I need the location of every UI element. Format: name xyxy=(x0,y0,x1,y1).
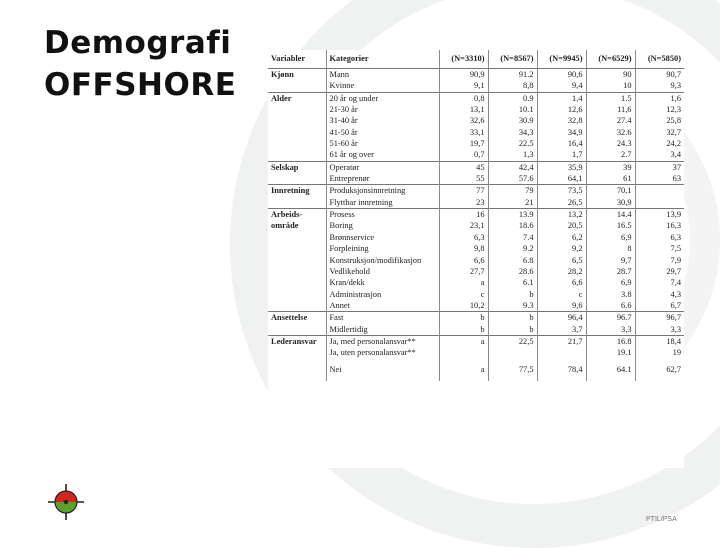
value-cell: 3,4 xyxy=(635,149,684,161)
value-cell: 7.4 xyxy=(488,232,537,243)
table-row xyxy=(268,149,684,161)
header-n-4: (N=6529) xyxy=(586,50,635,69)
value-cell: 57.6 xyxy=(488,173,537,185)
value-cell: 34,3 xyxy=(488,127,537,138)
variable-cell xyxy=(268,359,326,381)
category-cell: Fast xyxy=(326,312,439,324)
value-cell: 77,5 xyxy=(488,359,537,381)
demographics-table-image xyxy=(268,50,684,468)
table-row xyxy=(268,347,684,358)
category-cell: 20 år og under xyxy=(326,92,439,104)
value-cell: 9.2 xyxy=(488,243,537,254)
value-cell: 96,7 xyxy=(635,312,684,324)
value-cell: 55 xyxy=(439,173,488,185)
value-cell: 35,9 xyxy=(537,161,586,173)
value-cell: 23 xyxy=(439,197,488,209)
value-cell: 10,2 xyxy=(439,300,488,312)
value-cell: 62,7 xyxy=(635,359,684,381)
value-cell: 12,3 xyxy=(635,104,684,115)
value-cell: 26,5 xyxy=(537,197,586,209)
variable-cell xyxy=(268,255,326,266)
value-cell: 9,8 xyxy=(439,243,488,254)
category-cell: Nei xyxy=(329,364,342,374)
category-cell: Produksjonsinnretning xyxy=(326,185,439,197)
value-cell: 24,2 xyxy=(635,138,684,149)
value-cell: c xyxy=(537,289,586,300)
value-cell: 3.8 xyxy=(586,289,635,300)
title-line-2: OFFSHORE xyxy=(44,67,237,103)
table-row xyxy=(268,185,684,197)
category-cell: Boring xyxy=(329,221,353,231)
crosshair-target-icon xyxy=(48,484,84,520)
value-cell: 90 xyxy=(586,69,635,81)
value-cell: 64.1 xyxy=(586,359,635,381)
value-cell: 29,7 xyxy=(635,266,684,277)
value-cell: 96,4 xyxy=(537,312,586,324)
value-cell: 96.7 xyxy=(586,312,635,324)
variable-cell xyxy=(268,115,326,126)
variable-cell: Innretning xyxy=(268,185,326,197)
table-row xyxy=(268,335,684,347)
table-row xyxy=(268,209,684,221)
value-cell: 3,3 xyxy=(635,324,684,336)
value-cell: 3,7 xyxy=(537,324,586,336)
value-cell: 28,2 xyxy=(537,266,586,277)
value-cell: 32,7 xyxy=(635,127,684,138)
value-cell: 10 xyxy=(586,80,635,92)
value-cell: 25,8 xyxy=(635,115,684,126)
category-cell: Konstruksjon/modifikasjon xyxy=(329,255,422,265)
value-cell: 32,6 xyxy=(439,115,488,126)
footer-label: PTIL/PSA xyxy=(646,516,677,523)
category-cell: Prosess xyxy=(326,209,439,221)
value-cell: 9,4 xyxy=(537,80,586,92)
value-cell xyxy=(439,347,488,358)
header-n-2: (N=8567) xyxy=(488,50,537,69)
value-cell: 22,5 xyxy=(488,335,537,347)
value-cell: 91.2 xyxy=(488,69,537,81)
variable-cell: Ansettelse xyxy=(268,312,326,324)
value-cell: 18.6 xyxy=(488,220,537,231)
value-cell: 90,7 xyxy=(635,69,684,81)
title-line-1: Demografi xyxy=(44,25,232,61)
value-cell: 61 xyxy=(586,173,635,185)
value-cell: 27,7 xyxy=(439,266,488,277)
variable-cell xyxy=(268,173,326,185)
value-cell: 0,7 xyxy=(439,149,488,161)
value-cell: 6,2 xyxy=(537,232,586,243)
value-cell: 79 xyxy=(488,185,537,197)
demographics-table xyxy=(268,50,684,381)
value-cell: 13.9 xyxy=(488,209,537,221)
value-cell: b xyxy=(488,312,537,324)
value-cell: 14.4 xyxy=(586,209,635,221)
table-row xyxy=(268,243,684,254)
value-cell: 19 xyxy=(635,347,684,358)
value-cell: 8,8 xyxy=(488,80,537,92)
value-cell: 32.6 xyxy=(586,127,635,138)
category-cell: Ja, med personalansvar** xyxy=(326,335,439,347)
value-cell: 37 xyxy=(635,161,684,173)
variable-cell xyxy=(268,104,326,115)
header-n-3: (N=9945) xyxy=(537,50,586,69)
variable-cell xyxy=(268,80,326,92)
value-cell: 73,5 xyxy=(537,185,586,197)
table-row xyxy=(268,300,684,312)
value-cell: 28.6 xyxy=(488,266,537,277)
variable-cell xyxy=(268,277,326,288)
table-row xyxy=(268,277,684,288)
value-cell: 1.5 xyxy=(586,92,635,104)
value-cell: 6,6 xyxy=(537,277,586,288)
table-row xyxy=(268,232,684,243)
value-cell: 32,8 xyxy=(537,115,586,126)
variable-cell: Alder xyxy=(268,92,326,104)
value-cell: 63 xyxy=(635,173,684,185)
value-cell: 9,1 xyxy=(439,80,488,92)
value-cell: 10.1 xyxy=(488,104,537,115)
value-cell: 21,7 xyxy=(537,335,586,347)
value-cell: 21 xyxy=(488,197,537,209)
variable-cell xyxy=(268,300,326,312)
table-row xyxy=(268,92,684,104)
value-cell: 27.4 xyxy=(586,115,635,126)
value-cell: 1,3 xyxy=(488,149,537,161)
variable-cell xyxy=(268,266,326,277)
variable-cell xyxy=(268,347,326,358)
category-cell: Kran/dekk xyxy=(329,278,365,288)
category-cell: Midlertidig xyxy=(329,324,368,334)
value-cell: 13,9 xyxy=(635,209,684,221)
category-cell: 21-30 år xyxy=(329,105,358,115)
table-row xyxy=(268,266,684,277)
slide-title xyxy=(44,22,236,106)
variable-cell xyxy=(268,232,326,243)
value-cell: 6,3 xyxy=(439,232,488,243)
category-cell: Forpleining xyxy=(329,244,369,254)
value-cell: 11,6 xyxy=(586,104,635,115)
value-cell: 6,5 xyxy=(537,255,586,266)
table-row xyxy=(268,69,684,81)
value-cell: 16,3 xyxy=(635,220,684,231)
variable-cell: Lederansvar xyxy=(268,335,326,347)
variable-cell xyxy=(268,243,326,254)
value-cell: b xyxy=(488,289,537,300)
value-cell xyxy=(635,197,684,209)
value-cell: 1,4 xyxy=(537,92,586,104)
variable-cell xyxy=(268,127,326,138)
variable-cell xyxy=(268,138,326,149)
value-cell: 90,9 xyxy=(439,69,488,81)
value-cell: 45 xyxy=(439,161,488,173)
value-cell: 6.8 xyxy=(488,255,537,266)
table-row xyxy=(268,115,684,126)
variable-cell: Selskap xyxy=(268,161,326,173)
header-kategorier: Kategorier xyxy=(326,50,439,69)
category-cell: Brønnservice xyxy=(329,232,375,242)
value-cell: 22.5 xyxy=(488,138,537,149)
value-cell: 9,3 xyxy=(635,80,684,92)
table-row xyxy=(268,138,684,149)
value-cell: 8 xyxy=(586,243,635,254)
header-variabler: Variabler xyxy=(268,50,326,69)
value-cell: 34,9 xyxy=(537,127,586,138)
category-cell: 31-40 år xyxy=(329,116,358,126)
value-cell: 30,9 xyxy=(586,197,635,209)
header-n-1: (N=3310) xyxy=(439,50,488,69)
value-cell: 18,4 xyxy=(635,335,684,347)
category-cell: Flyttbar innretning xyxy=(329,197,393,207)
value-cell: 39 xyxy=(586,161,635,173)
value-cell: 90,6 xyxy=(537,69,586,81)
value-cell: 1,7 xyxy=(537,149,586,161)
category-cell: 41-50 år xyxy=(329,127,358,137)
variable-cell xyxy=(268,197,326,209)
variable-cell: Kjønn xyxy=(268,69,326,81)
value-cell: 7,4 xyxy=(635,277,684,288)
value-cell: 6.6 xyxy=(586,300,635,312)
value-cell: 16 xyxy=(439,209,488,221)
value-cell: 6,9 xyxy=(586,232,635,243)
value-cell: a xyxy=(439,335,488,347)
table-row xyxy=(268,173,684,185)
value-cell: b xyxy=(439,324,488,336)
value-cell: 64,1 xyxy=(537,173,586,185)
category-cell: Entreprenør xyxy=(329,174,370,184)
value-cell xyxy=(635,185,684,197)
table-row xyxy=(268,324,684,336)
value-cell: a xyxy=(439,277,488,288)
value-cell: 6.1 xyxy=(488,277,537,288)
header-n-5: (N=5850) xyxy=(635,50,684,69)
value-cell: c xyxy=(439,289,488,300)
value-cell: 33,1 xyxy=(439,127,488,138)
category-cell: Mann xyxy=(326,69,439,81)
value-cell: 1,6 xyxy=(635,92,684,104)
value-cell: 0,8 xyxy=(439,92,488,104)
value-cell: 4,3 xyxy=(635,289,684,300)
value-cell: a xyxy=(439,359,488,381)
value-cell: 20,5 xyxy=(537,220,586,231)
variable-cell xyxy=(268,324,326,336)
category-cell: Operatør xyxy=(326,161,439,173)
value-cell: 9.3 xyxy=(488,300,537,312)
category-cell: Annet xyxy=(329,300,350,310)
table-row xyxy=(268,220,684,231)
table-row xyxy=(268,127,684,138)
value-cell: 30.9 xyxy=(488,115,537,126)
value-cell: 16,4 xyxy=(537,138,586,149)
table-row xyxy=(268,197,684,209)
value-cell: 9,7 xyxy=(586,255,635,266)
value-cell: 6,7 xyxy=(635,300,684,312)
value-cell: 0.9 xyxy=(488,92,537,104)
category-cell: Administrasjon xyxy=(329,289,382,299)
table-header-row xyxy=(268,50,684,69)
table-row xyxy=(268,104,684,115)
value-cell: 6,9 xyxy=(586,277,635,288)
value-cell: 23,1 xyxy=(439,220,488,231)
value-cell: 16.5 xyxy=(586,220,635,231)
variable-cell xyxy=(268,149,326,161)
value-cell: 12,6 xyxy=(537,104,586,115)
value-cell xyxy=(537,347,586,358)
value-cell: 6,6 xyxy=(439,255,488,266)
category-cell: Vedlikehold xyxy=(329,266,370,276)
value-cell: 70,1 xyxy=(586,185,635,197)
value-cell: 2.7 xyxy=(586,149,635,161)
table-row xyxy=(268,312,684,324)
category-cell: 61 år og over xyxy=(329,150,374,160)
variable-cell: Arbeids- xyxy=(268,209,326,221)
variable-cell: område xyxy=(268,220,326,231)
table-row xyxy=(268,289,684,300)
value-cell: 9,6 xyxy=(537,300,586,312)
variable-cell xyxy=(268,289,326,300)
value-cell: 24.3 xyxy=(586,138,635,149)
value-cell: 7,5 xyxy=(635,243,684,254)
value-cell: 6,3 xyxy=(635,232,684,243)
value-cell: 9,2 xyxy=(537,243,586,254)
value-cell xyxy=(488,347,537,358)
value-cell: 77 xyxy=(439,185,488,197)
value-cell: 78,4 xyxy=(537,359,586,381)
value-cell: b xyxy=(488,324,537,336)
value-cell: 7,9 xyxy=(635,255,684,266)
value-cell: 19,7 xyxy=(439,138,488,149)
table-row xyxy=(268,255,684,266)
value-cell: b xyxy=(439,312,488,324)
value-cell: 16.8 xyxy=(586,335,635,347)
category-cell: Kvinne xyxy=(329,81,355,91)
value-cell: 28.7 xyxy=(586,266,635,277)
category-cell: 51-60 år xyxy=(329,139,358,149)
table-row xyxy=(268,161,684,173)
value-cell: 19.1 xyxy=(586,347,635,358)
value-cell: 13,1 xyxy=(439,104,488,115)
table-row xyxy=(268,80,684,92)
category-cell: Ja, uten personalansvar** xyxy=(329,348,416,358)
value-cell: 13,2 xyxy=(537,209,586,221)
table-row xyxy=(268,359,684,381)
value-cell: 42,4 xyxy=(488,161,537,173)
value-cell: 3,3 xyxy=(586,324,635,336)
